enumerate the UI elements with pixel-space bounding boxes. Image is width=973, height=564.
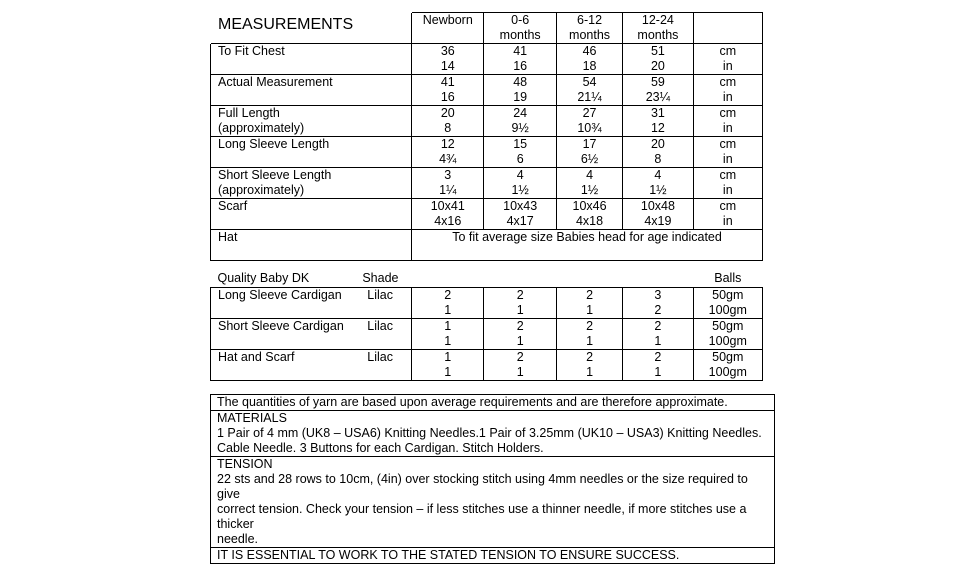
measurement-value: 20 8 [412, 106, 484, 137]
measurement-label: Actual Measurement [211, 75, 412, 106]
measurement-value: 36 14 [412, 44, 484, 75]
hat-label: Hat [211, 230, 412, 261]
measurement-unit: cm in [693, 75, 762, 106]
header-6-12-months: 6-12 months [556, 13, 622, 44]
yarn-value: 2 1 [556, 319, 622, 350]
header-newborn: Newborn [412, 13, 484, 44]
yarn-weight: 50gm 100gm [693, 350, 762, 381]
yarn-value: 2 1 [556, 288, 622, 319]
measurements-header-row [211, 13, 763, 44]
yarn-shade: Lilac [349, 350, 411, 381]
hat-text: To fit average size Babies head for age indicated [412, 230, 763, 261]
measurements-title: MEASUREMENTS [211, 13, 412, 44]
measurement-unit: cm in [693, 137, 762, 168]
materials-line: Cable Needle. 3 Buttons for each Cardigan. Stitch Holders. [217, 441, 544, 455]
yarn-value: 2 1 [484, 350, 556, 381]
measurement-value: 10x46 4x18 [556, 199, 622, 230]
yarn-value: 3 2 [623, 288, 693, 319]
measurement-value: 59 23¼ [623, 75, 693, 106]
measurement-value: 51 20 [623, 44, 693, 75]
measurement-unit: cm in [693, 199, 762, 230]
yarn-value: 1 1 [412, 319, 484, 350]
essential-note: IT IS ESSENTIAL TO WORK TO THE STATED TENSION TO ENSURE SUCCESS. [211, 548, 775, 564]
yarn-weight: 50gm 100gm [693, 319, 762, 350]
measurement-row [211, 75, 763, 106]
yarn-item: Long Sleeve Cardigan [211, 288, 350, 319]
essential-row [211, 548, 775, 564]
measurement-value: 48 19 [484, 75, 556, 106]
header-0-6-months: 0-6 months [484, 13, 556, 44]
yarn-row [211, 319, 763, 350]
measurement-value: 15 6 [484, 137, 556, 168]
measurement-value: 41 16 [484, 44, 556, 75]
materials-heading: MATERIALS [217, 411, 287, 425]
measurement-value: 31 12 [623, 106, 693, 137]
notes-box [210, 394, 775, 564]
yarn-value: 2 1 [556, 350, 622, 381]
measurement-row [211, 199, 763, 230]
yarn-row [211, 288, 763, 319]
tension-row [211, 457, 775, 548]
measurement-value: 10x48 4x19 [623, 199, 693, 230]
yarn-value: 2 1 [623, 350, 693, 381]
yarn-table [210, 270, 763, 381]
measurement-label: Short Sleeve Length (approximately) [211, 168, 412, 199]
yarn-shade: Lilac [349, 288, 411, 319]
measurement-label: Scarf [211, 199, 412, 230]
measurement-label: To Fit Chest [211, 44, 412, 75]
tension-line: 22 sts and 28 rows to 10cm, (4in) over stocking stitch using 4mm needles or the size required to give [217, 472, 748, 501]
measurement-value: 17 6½ [556, 137, 622, 168]
yarn-value: 1 1 [412, 350, 484, 381]
yarn-value: 2 1 [412, 288, 484, 319]
tension-heading: TENSION [217, 457, 273, 471]
measurement-value: 4 1½ [484, 168, 556, 199]
measurement-value: 3 1¼ [412, 168, 484, 199]
measurement-value: 12 4¾ [412, 137, 484, 168]
measurement-row [211, 168, 763, 199]
measurement-unit: cm in [693, 106, 762, 137]
hat-row [211, 230, 763, 261]
quantities-row [211, 395, 775, 411]
yarn-value: 2 1 [623, 319, 693, 350]
measurement-value: 24 9½ [484, 106, 556, 137]
yarn-value: 2 1 [484, 288, 556, 319]
materials-line: 1 Pair of 4 mm (UK8 – USA6) Knitting Needles.1 Pair of 3.25mm (UK10 – USA3) Knitting Needles. [217, 426, 762, 440]
measurement-value: 54 21¼ [556, 75, 622, 106]
measurement-row [211, 137, 763, 168]
measurement-value: 4 1½ [556, 168, 622, 199]
yarn-row [211, 350, 763, 381]
quantities-note: The quantities of yarn are based upon average requirements and are therefore approximate. [211, 395, 775, 411]
measurement-row [211, 106, 763, 137]
tension-line: correct tension. Check your tension – if less stitches use a thinner needle, if more stitches use a thicker [217, 502, 747, 531]
balls-label: Balls [714, 271, 742, 285]
measurement-label: Full Length (approximately) [211, 106, 412, 137]
measurement-unit: cm in [693, 44, 762, 75]
header-12-24-months: 12-24 months [623, 13, 693, 44]
yarn-value: 2 1 [484, 319, 556, 350]
yarn-weight: 50gm 100gm [693, 288, 762, 319]
yarn-shade: Lilac [349, 319, 411, 350]
measurement-value: 46 18 [556, 44, 622, 75]
header-unit [693, 13, 762, 44]
measurement-label: Long Sleeve Length [211, 137, 412, 168]
measurement-value: 27 10¾ [556, 106, 622, 137]
measurement-value: 10x41 4x16 [412, 199, 484, 230]
yarn-item: Hat and Scarf [211, 350, 350, 381]
measurement-unit: cm in [693, 168, 762, 199]
measurement-value: 41 16 [412, 75, 484, 106]
measurement-row [211, 44, 763, 75]
tension-line: needle. [217, 532, 259, 546]
quality-label: Quality Baby DK [217, 271, 310, 285]
yarn-header-row [211, 270, 763, 288]
measurements-table [210, 12, 763, 261]
measurement-value: 4 1½ [623, 168, 693, 199]
shade-label: Shade [362, 271, 399, 285]
materials-row [211, 411, 775, 457]
measurement-value: 20 8 [623, 137, 693, 168]
yarn-item: Short Sleeve Cardigan [211, 319, 350, 350]
measurement-value: 10x43 4x17 [484, 199, 556, 230]
